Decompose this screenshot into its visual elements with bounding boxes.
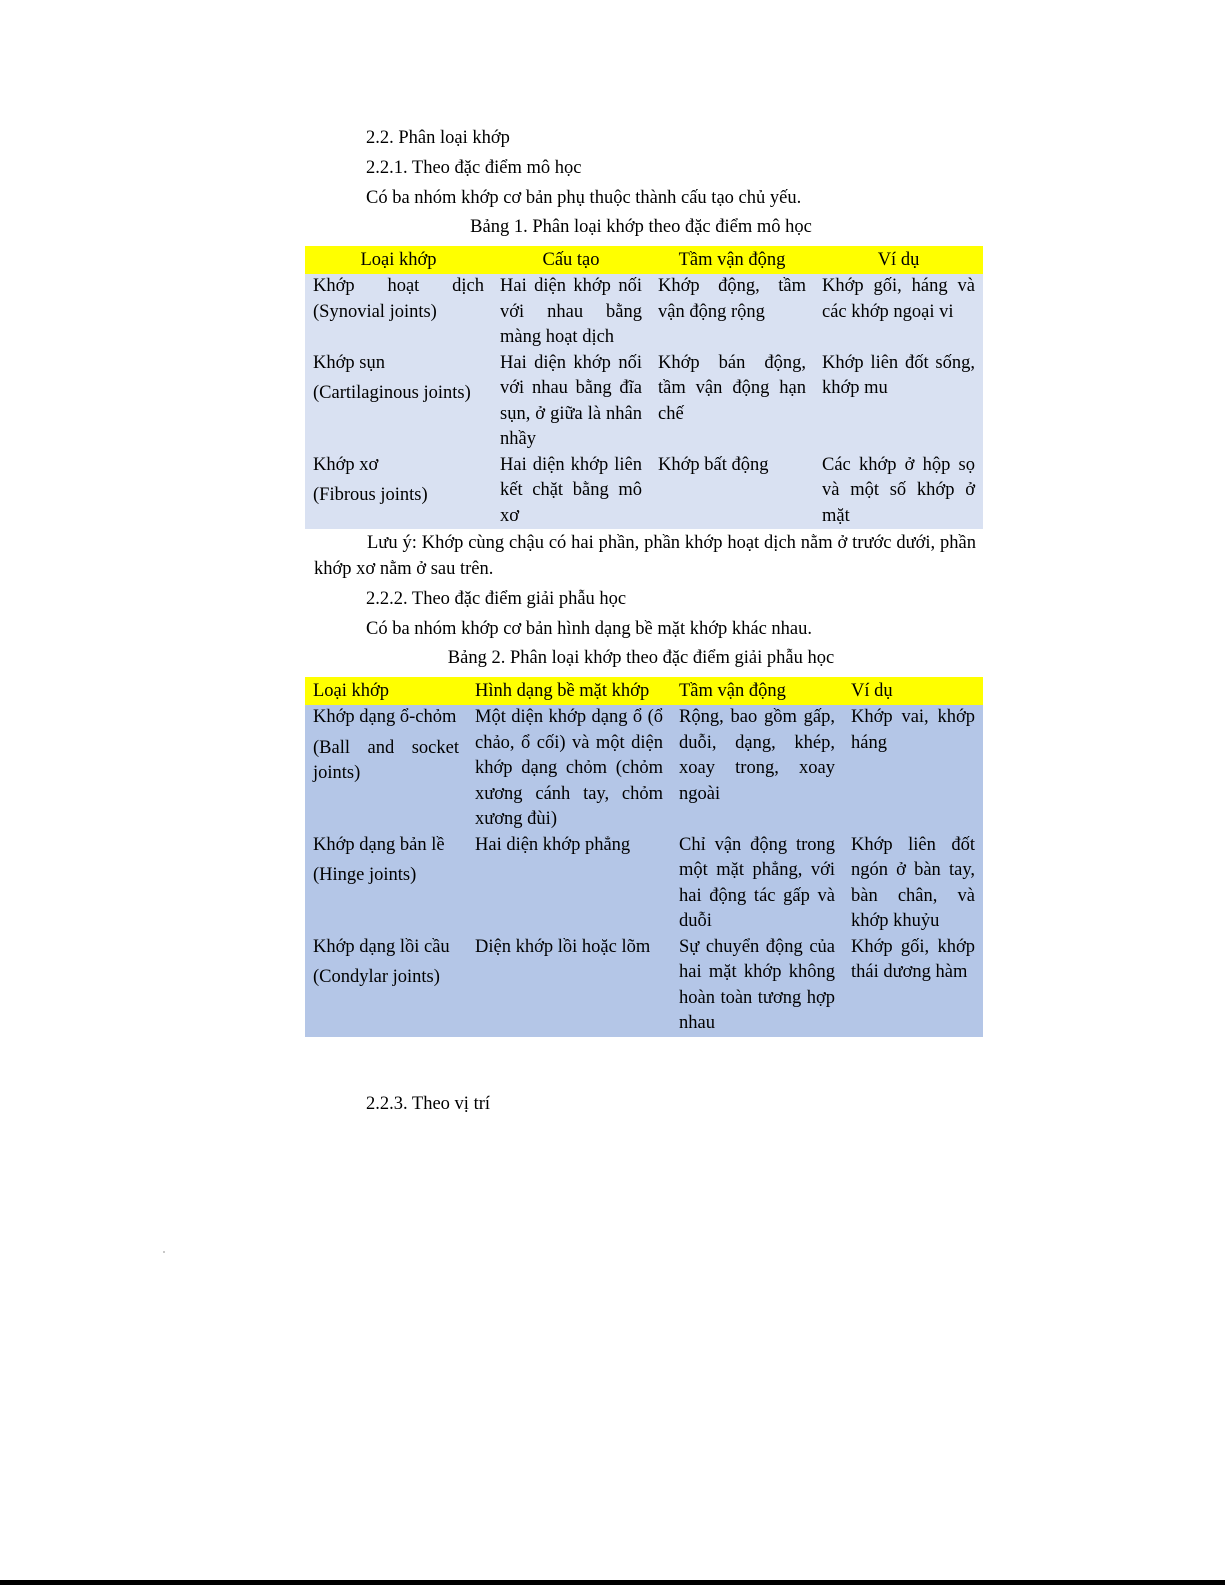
joint-type-cell (305, 833, 467, 935)
section-heading-2-2-2: 2.2.2. Theo đặc điểm giải phẫu học (366, 589, 627, 609)
joint-type-name: Khớp hoạt dịch (313, 276, 484, 296)
section-heading-2-2-3: 2.2.3. Theo vị trí (366, 1094, 491, 1114)
table-row (305, 935, 983, 1037)
motion-cell: Khớp động, tầm vận động rộng (650, 274, 814, 351)
motion-cell: Chỉ vận động trong một mặt phẳng, với hai động tác gấp và duỗi (671, 833, 843, 935)
example-cell: Khớp gối, khớp thái dương hàm (843, 935, 983, 1037)
example-cell: Các khớp ở hộp sọ và một số khớp ở mặt (814, 453, 983, 530)
motion-cell: Sự chuyển động của hai mặt khớp không hoàn toàn tương hợp nhau (671, 935, 843, 1037)
joint-type-english: (Condylar joints) (313, 967, 440, 987)
joint-type-english: (Cartilaginous joints) (313, 383, 471, 403)
example-cell: Khớp gối, háng và các khớp ngoại vi (814, 274, 983, 351)
table2-header-motion: Tầm vận động (671, 677, 843, 705)
structure-cell: Hai diện khớp liên kết chặt bằng mô xơ (492, 453, 650, 530)
note-paragraph: Lưu ý: Khớp cùng chậu có hai phần, phần khớp hoạt dịch nằm ở trước dưới, phần khớp xơ nằm ở sau trên. (314, 533, 976, 579)
table1-caption: Bảng 1. Phân loại khớp theo đặc điểm mô học (470, 217, 812, 237)
table-row (305, 274, 983, 351)
joint-type-cell (305, 453, 492, 530)
joint-type-name: Khớp xơ (313, 454, 379, 475)
table1-header-example: Ví dụ (814, 246, 983, 274)
motion-cell: Khớp bán động, tầm vận động hạn chế (650, 351, 814, 453)
table2-header-surface: Hình dạng bề mặt khớp (467, 677, 671, 705)
joint-type-english: (Ball and socket joints) (313, 737, 459, 783)
joint-type-cell (305, 274, 492, 351)
joint-type-cell (305, 935, 467, 1037)
table2-caption: Bảng 2. Phân loại khớp theo đặc điểm giải phẫu học (447, 648, 835, 668)
example-cell: Khớp liên đốt ngón ở bàn tay, bàn chân, và khớp khuỷu (843, 833, 983, 935)
table1-header-row (305, 246, 983, 274)
table2-header-row (305, 677, 983, 705)
table-row (305, 833, 983, 935)
section-heading-2-2: 2.2. Phân loại khớp (366, 128, 510, 148)
table1-header-structure: Cấu tạo (492, 246, 650, 274)
example-cell: Khớp vai, khớp háng (843, 705, 983, 833)
page-bottom-border (0, 1580, 1225, 1585)
surface-cell: Diện khớp lồi hoặc lõm (467, 935, 671, 1037)
joint-type-english: (Fibrous joints) (313, 485, 428, 505)
scan-speck (163, 1251, 165, 1253)
table-row (305, 351, 983, 453)
motion-cell: Khớp bất động (650, 453, 814, 530)
section-heading-2-2-1: 2.2.1. Theo đặc điểm mô học (366, 158, 582, 178)
motion-cell: Rộng, bao gồm gấp, duỗi, dạng, khép, xoay trong, xoay ngoài (671, 705, 843, 833)
surface-cell: Hai diện khớp phẳng (467, 833, 671, 935)
structure-cell: Hai diện khớp nối với nhau bằng màng hoạt dịch (492, 274, 650, 351)
intro-paragraph-2: Có ba nhóm khớp cơ bản hình dạng bề mặt khớp khác nhau. (366, 619, 813, 639)
joint-type-cell (305, 705, 467, 833)
table2-header-type: Loại khớp (305, 677, 467, 705)
table-row (305, 453, 983, 530)
joint-type-name: Khớp dạng ổ-chỏm (313, 707, 457, 727)
surface-cell: Một diện khớp dạng ổ (ổ chảo, ổ cối) và một diện khớp dạng chỏm (chỏm xương cánh tay, chỏm xương đùi) (467, 705, 671, 833)
joint-type-name: Khớp dạng bản lề (313, 834, 445, 855)
structure-cell: Hai diện khớp nối với nhau bằng đĩa sụn, ở giữa là nhân nhầy (492, 351, 650, 453)
table1-header-type: Loại khớp (305, 246, 492, 274)
joint-type-english: (Synovial joints) (313, 301, 437, 322)
table2-header-example: Ví dụ (843, 677, 983, 705)
anatomy-classification-table (305, 677, 983, 1037)
table-row (305, 705, 983, 833)
joint-type-name: Khớp sụn (313, 352, 385, 373)
joint-type-name: Khớp dạng lồi cầu (313, 936, 450, 957)
histology-classification-table (305, 246, 983, 529)
intro-paragraph-1: Có ba nhóm khớp cơ bản phụ thuộc thành cấu tạo chủ yếu. (366, 188, 802, 208)
example-cell: Khớp liên đốt sống, khớp mu (814, 351, 983, 453)
joint-type-english: (Hinge joints) (313, 865, 417, 885)
joint-type-cell (305, 351, 492, 453)
table1-header-motion: Tầm vận động (650, 246, 814, 274)
